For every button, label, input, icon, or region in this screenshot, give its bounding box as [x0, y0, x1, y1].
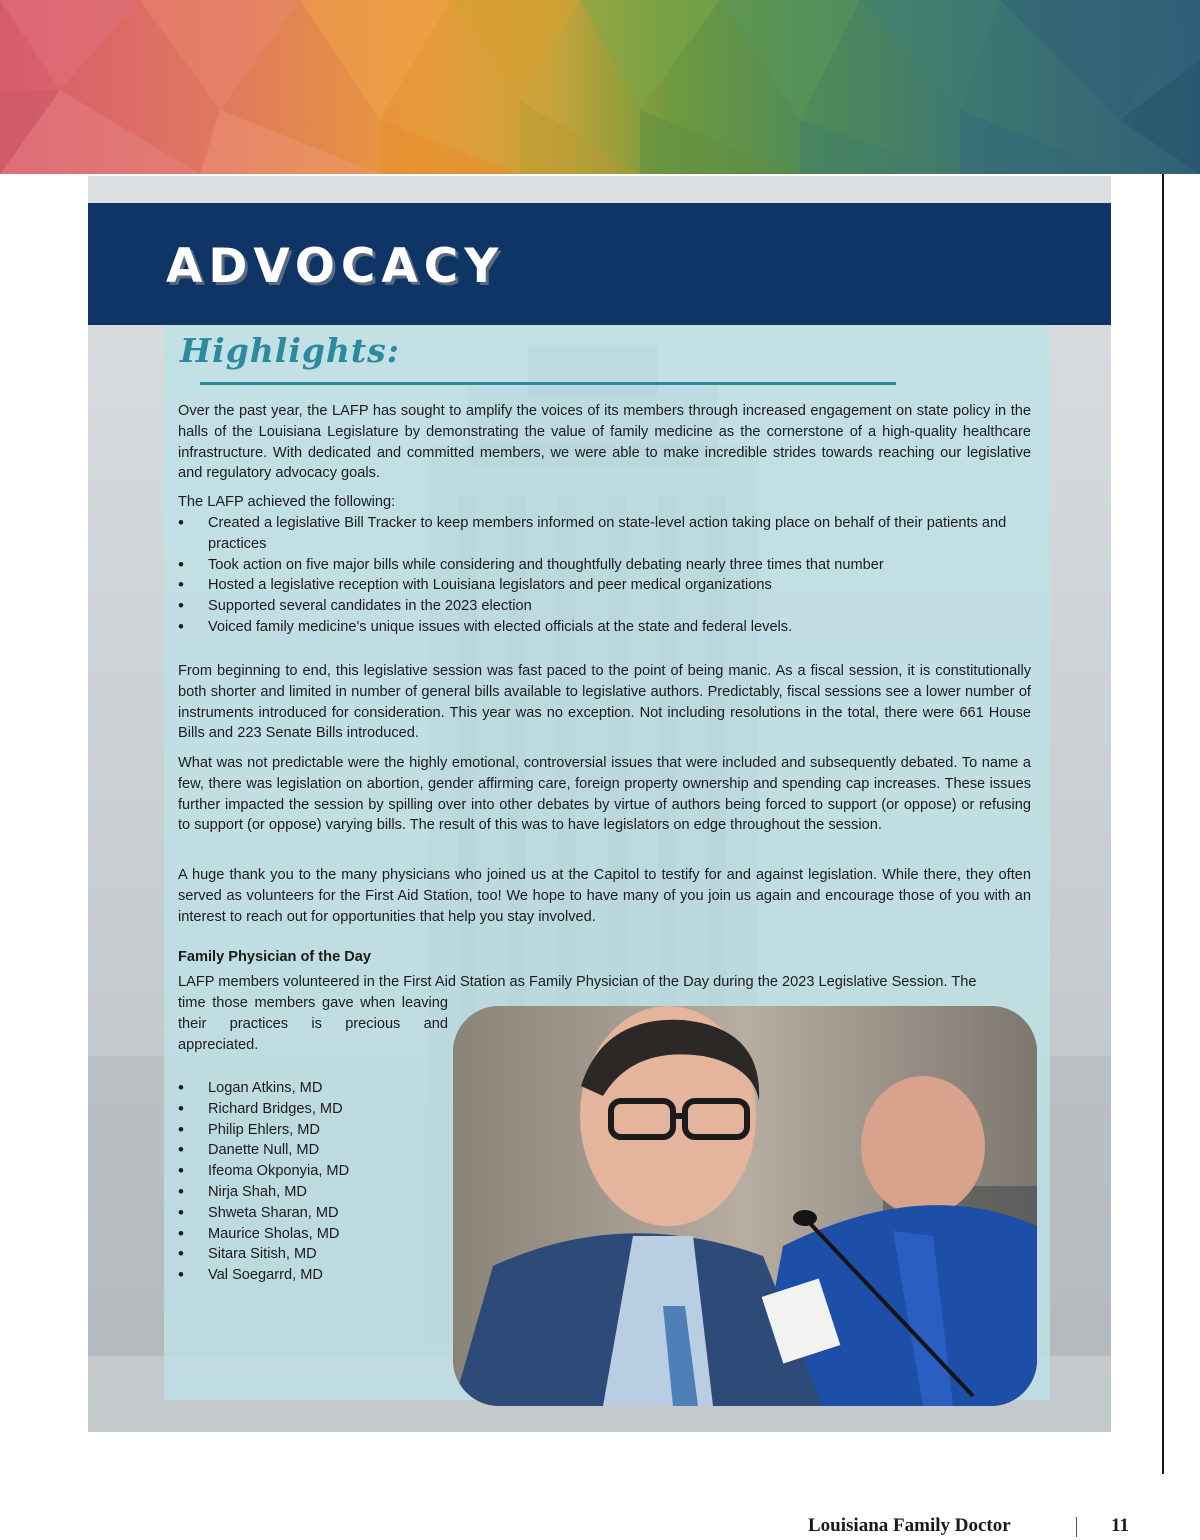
- list-item: • Maurice Sholas, MD: [178, 1224, 438, 1245]
- list-item: • Supported several candidates in the 2023 election: [178, 596, 1031, 617]
- list-item: • Val Soegarrd, MD: [178, 1265, 438, 1286]
- page-number: 11: [1111, 1515, 1129, 1536]
- list-item: • Took action on five major bills while considering and thoughtfully debating nearly three times that number: [178, 555, 1031, 576]
- fpod-text-rest: time those members gave when leaving their practices is precious and appreciated.: [178, 995, 448, 1053]
- list-item: • Sitara Sitish, MD: [178, 1244, 438, 1265]
- issues-paragraph: What was not predictable were the highly emotional, controversial issues that were included and subsequently debated. To name a few, there was legislation on abortion, gender affirming care, foreign property ownership and spending cap increases. These issues further impacted the session by spilling over into other debates by virtue of authors being forced to support (or oppose) or refusing to support (or oppose) varying bills. The result of this was to have legislators on edge throughout the session.: [178, 755, 1031, 834]
- list-item: • Hosted a legislative reception with Louisiana legislators and peer medical organizations: [178, 575, 1031, 596]
- title-bar: [88, 203, 1111, 325]
- list-item: • Shweta Sharan, MD: [178, 1203, 438, 1224]
- photo-illustration: [453, 1006, 1037, 1406]
- page-title: ADVOCACY: [166, 239, 505, 294]
- list-item: • Logan Atkins, MD: [178, 1078, 438, 1099]
- lowpoly-pattern: [0, 0, 1200, 174]
- list-item: • Voiced family medicine's unique issues with elected officials at the state and federal levels.: [178, 617, 1031, 638]
- achievements-list: [178, 513, 1031, 638]
- hearing-photo: [453, 1006, 1037, 1406]
- footer-divider: [1076, 1517, 1077, 1537]
- fpod-text-line1: LAFP members volunteered in the First Aid Station as Family Physician of the Day during the 2023 Legislative Session. The: [178, 974, 977, 990]
- highlights-underline: [200, 382, 896, 385]
- achieved-label: The LAFP achieved the following:: [178, 494, 396, 510]
- list-item: • Philip Ehlers, MD: [178, 1120, 438, 1141]
- intro-paragraph: Over the past year, the LAFP has sought to amplify the voices of its members through increased engagement on state policy in the halls of the Louisiana Legislature by demonstrating the value of family medicine as the cornerstone of a high-quality healthcare infrastructure. With dedicated and committed members, we were able to make incredible strides towards reaching our legislative and regulatory advocacy goals.: [178, 403, 1031, 482]
- list-item: • Created a legislative Bill Tracker to keep members informed on state-level action taking place on behalf of their patients and practices: [178, 513, 1031, 555]
- highlights-heading: Highlights:: [180, 331, 400, 370]
- physicians-list: [178, 1078, 438, 1286]
- session-paragraph: From beginning to end, this legislative session was fast paced to the point of being manic. As a fiscal session, it is constitutionally both shorter and limited in number of general bills available to legislative authors. Predictably, fiscal sessions see a lower number of instruments introduced for consideration. This year was no exception. Not including resolutions in the total, there were 661 House Bills and 223 Senate Bills introduced.: [178, 663, 1031, 742]
- list-item: • Nirja Shah, MD: [178, 1182, 438, 1203]
- decorative-banner: [0, 0, 1200, 174]
- list-item: • Richard Bridges, MD: [178, 1099, 438, 1120]
- fpod-heading: Family Physician of the Day: [178, 949, 372, 965]
- publication-name: Louisiana Family Doctor: [808, 1515, 1011, 1536]
- page-edge-rule: [1162, 174, 1164, 1474]
- list-item: • Ifeoma Okponyia, MD: [178, 1161, 438, 1182]
- thanks-paragraph: A huge thank you to the many physicians who joined us at the Capitol to testify for and against legislation. While there, they often served as volunteers for the First Aid Station, too! We hope to have many of you join us again and encourage those of you with an interest to reach out for opportunities that help you stay involved.: [178, 867, 1031, 925]
- list-item: • Danette Null, MD: [178, 1140, 438, 1161]
